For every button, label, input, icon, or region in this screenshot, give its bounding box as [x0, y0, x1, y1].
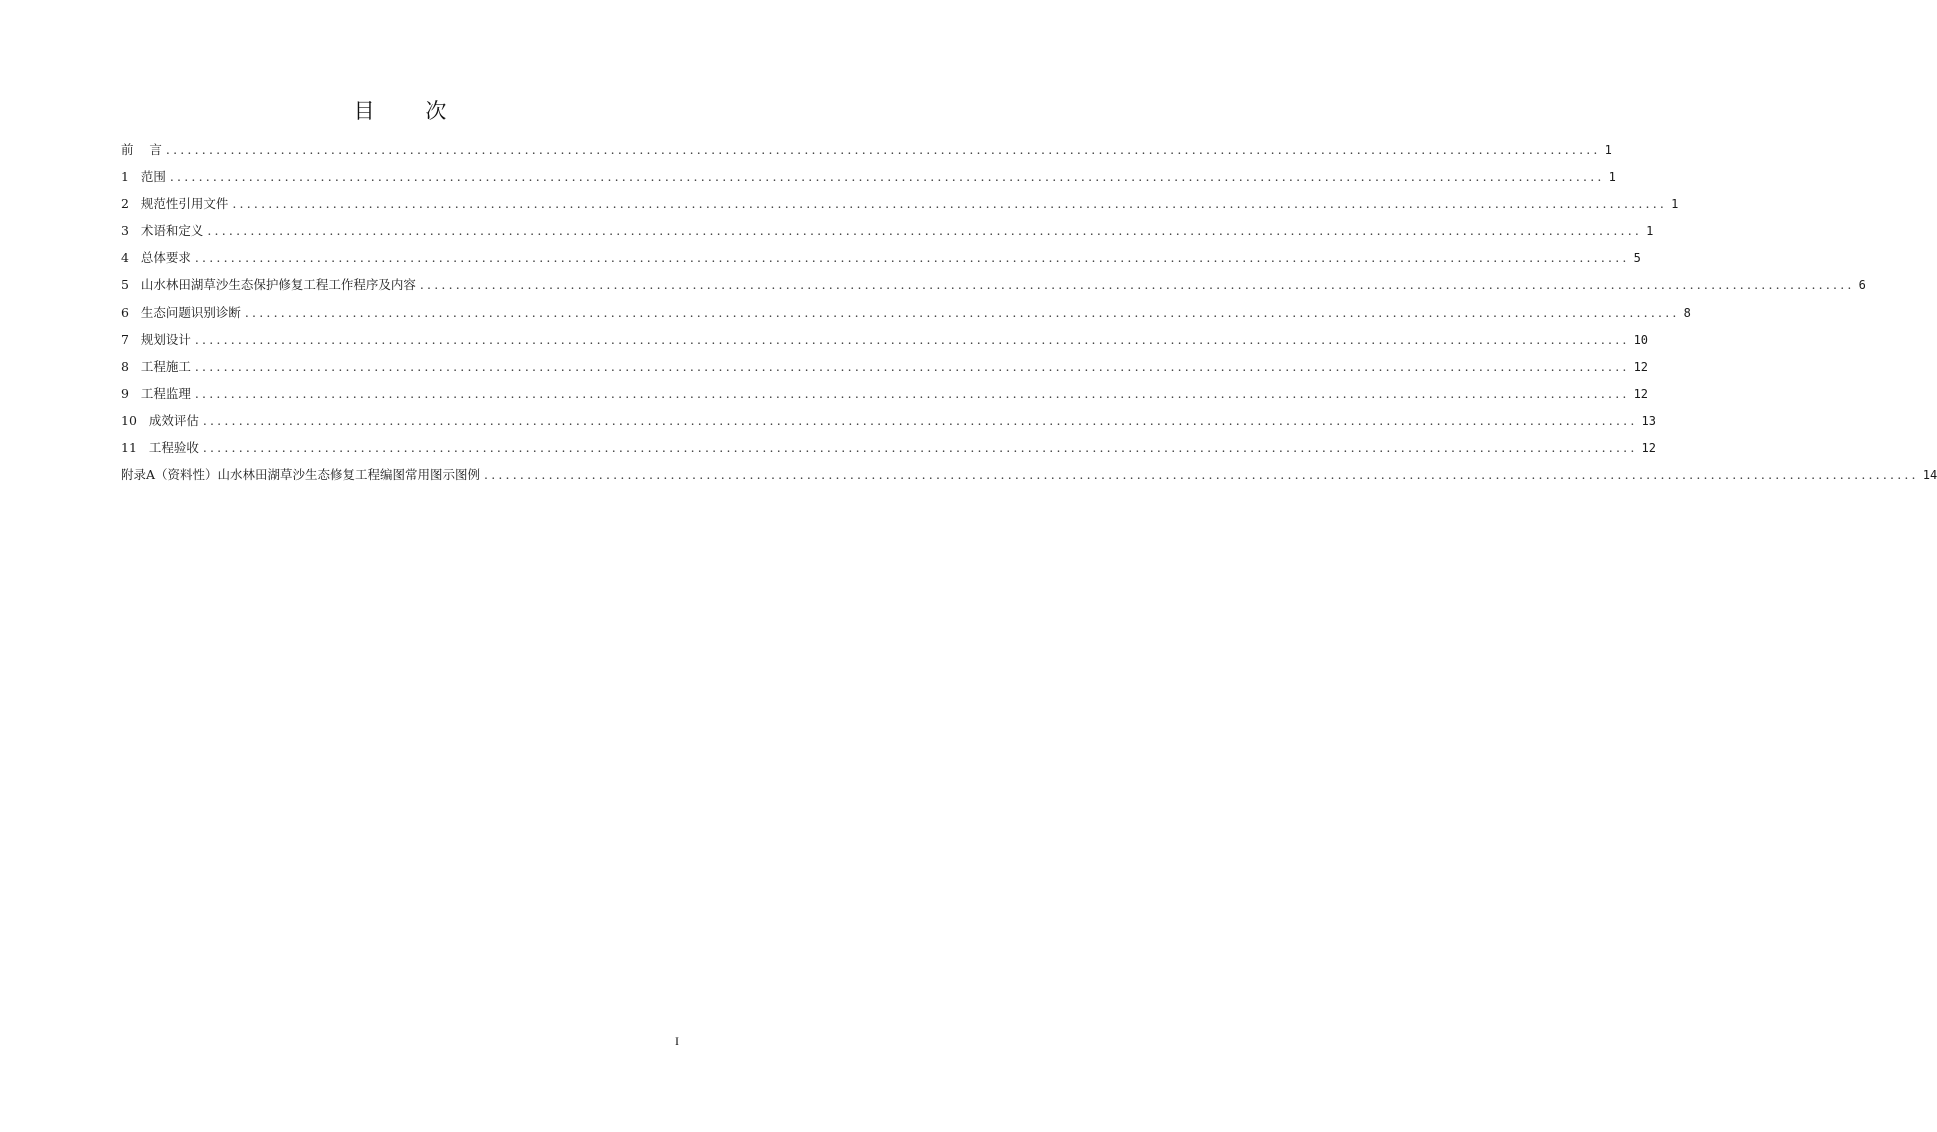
toc-entry-label: 3 术语和定义 [121, 223, 204, 239]
page-number: I [675, 1034, 679, 1048]
toc-dot-leader: ........................................................................................................................................................................................................ [207, 223, 1643, 239]
toc-entry-page: 1 [1608, 170, 1616, 185]
toc-dot-leader: ........................................................................................................................................................................................................ [232, 196, 1668, 212]
toc-entry[interactable] [121, 244, 1641, 271]
toc-dot-leader: ........................................................................................................................................................................................................ [484, 467, 1919, 483]
toc-entry-label: 1 范围 [121, 169, 166, 185]
toc-entry-page: 5 [1633, 251, 1641, 266]
toc-entry[interactable] [121, 163, 1616, 190]
toc-entry-page: 12 [1633, 359, 1649, 374]
toc-entry-page: 10 [1633, 332, 1649, 347]
toc-entry-label: 11 工程验收 [121, 440, 199, 456]
toc-entry-label: 附录A（资料性）山水林田湖草沙生态修复工程编图常用图示图例 [121, 467, 481, 483]
toc-dot-leader: ........................................................................................................................................................................................................ [194, 331, 1630, 347]
toc-entry-page: 14 [1922, 468, 1937, 483]
toc-dot-leader: ........................................................................................................................................................................................................ [194, 385, 1630, 401]
toc-entry[interactable] [121, 217, 1654, 244]
toc-entry[interactable] [121, 190, 1679, 217]
toc-entry-page: 12 [1641, 441, 1656, 456]
toc-dot-leader: ........................................................................................................................................................................................................ [194, 358, 1630, 374]
toc-entry-label: 7 规划设计 [121, 331, 191, 347]
toc-dot-leader: ........................................................................................................................................................................................................ [165, 142, 1601, 157]
toc-dot-leader: ........................................................................................................................................................................................................ [202, 412, 1638, 428]
toc-entry[interactable] [121, 380, 1649, 407]
toc-entry[interactable] [121, 407, 1656, 434]
toc-entry-label: 8 工程施工 [121, 358, 191, 374]
toc-dot-leader: ........................................................................................................................................................................................................ [169, 169, 1605, 185]
page-title: 目 次 [353, 99, 469, 123]
table-of-contents [121, 136, 1937, 488]
toc-dot-leader: ........................................................................................................................................................................................................ [194, 250, 1630, 266]
toc-entry-label: 2 规范性引用文件 [121, 196, 229, 212]
toc-entry-label: 9 工程监理 [121, 385, 191, 401]
toc-entry-page: 12 [1633, 386, 1649, 401]
toc-entry[interactable] [121, 326, 1649, 353]
toc-entry[interactable] [121, 353, 1649, 380]
toc-entry-page: 1 [1646, 224, 1654, 239]
toc-entry-page: 1 [1671, 197, 1679, 212]
toc-entry[interactable] [121, 136, 1612, 163]
toc-entry-label: 10 成效评估 [121, 412, 199, 428]
toc-entry-label: 6 生态问题识别诊断 [121, 304, 241, 320]
toc-dot-leader: ........................................................................................................................................................................................................ [244, 304, 1680, 320]
toc-entry[interactable] [121, 271, 1866, 298]
toc-entry-label: 5 山水林田湖草沙生态保护修复工程工作程序及内容 [121, 277, 416, 293]
toc-entry[interactable] [121, 434, 1656, 461]
toc-entry[interactable] [121, 461, 1937, 488]
toc-entry-page: 8 [1683, 305, 1691, 320]
toc-entry-page: 6 [1858, 278, 1866, 293]
toc-dot-leader: ........................................................................................................................................................................................................ [202, 440, 1638, 456]
toc-entry-page: 13 [1641, 413, 1656, 428]
toc-dot-leader: ........................................................................................................................................................................................................ [419, 277, 1855, 293]
toc-entry-label: 4 总体要求 [121, 250, 191, 266]
toc-entry[interactable] [121, 299, 1691, 326]
toc-entry-page: 1 [1604, 143, 1612, 157]
toc-entry-label: 前 言 [121, 142, 162, 157]
